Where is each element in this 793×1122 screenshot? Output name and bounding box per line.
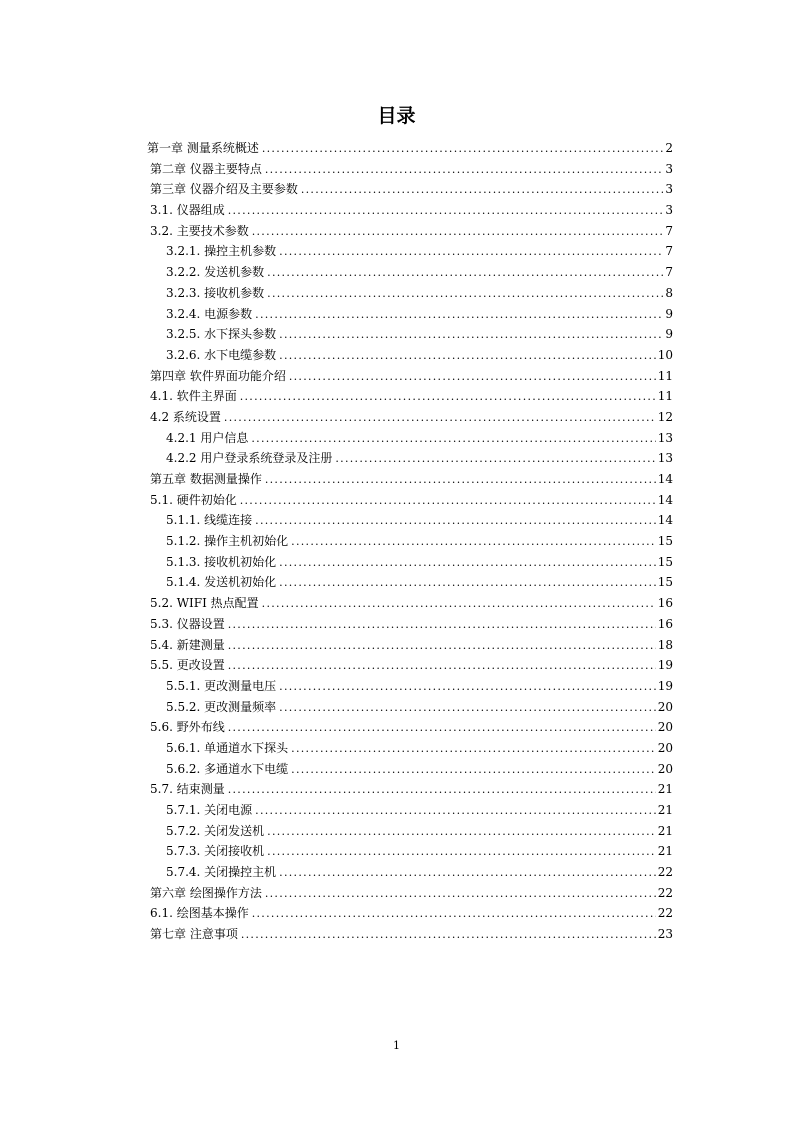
- toc-dot-leader: [289, 367, 656, 388]
- toc-entry-label: 5.1.2. 操作主机初始化: [166, 534, 289, 549]
- toc-entry[interactable]: [150, 924, 673, 945]
- toc-entry-page: 19: [657, 658, 673, 673]
- toc-entry[interactable]: [150, 697, 673, 718]
- toc-entry-label: 5.4. 新建测量: [150, 637, 225, 652]
- toc-entry-label: 第二章 仪器主要特点: [150, 161, 262, 176]
- toc-entry-page: 3: [665, 203, 673, 218]
- toc-entry-label: 3.2.1. 操控主机参数: [166, 244, 277, 259]
- toc-entry[interactable]: [150, 469, 673, 490]
- toc-entry[interactable]: [150, 510, 673, 531]
- toc-entry-label: 5.7.2. 关闭发送机: [166, 823, 265, 838]
- toc-entry-page: 16: [657, 596, 673, 611]
- toc-entry-page: 19: [657, 678, 673, 693]
- toc-entry[interactable]: [150, 572, 673, 593]
- toc-entry[interactable]: [150, 304, 673, 325]
- toc-entry[interactable]: [150, 717, 673, 738]
- toc-entry-page: 12: [657, 409, 673, 424]
- toc-entry-page: 11: [657, 368, 673, 383]
- toc-dot-leader: [267, 842, 656, 863]
- toc-entry-label: 4.2.2 用户登录系统登录及注册: [166, 451, 333, 466]
- toc-dot-leader: [267, 263, 663, 284]
- toc-entry-page: 15: [657, 534, 673, 549]
- toc-entry-label: 5.6. 野外布线: [150, 720, 225, 735]
- toc-dot-leader: [279, 325, 663, 346]
- toc-entry-label: 5.1.4. 发送机初始化: [166, 575, 277, 590]
- toc-entry-page: 14: [657, 492, 673, 507]
- toc-entry-page: 20: [657, 740, 673, 755]
- toc-entry-page: 14: [657, 513, 673, 528]
- toc-entry-label: 第七章 注意事项: [150, 927, 238, 942]
- toc-dot-leader: [228, 201, 663, 222]
- toc-entry-page: 21: [657, 823, 673, 838]
- toc-dot-leader: [291, 739, 656, 760]
- toc-entry-label: 4.2 系统设置: [150, 409, 221, 424]
- toc-dot-leader: [255, 801, 656, 822]
- toc-entry-page: 22: [657, 865, 673, 880]
- toc-entry[interactable]: [150, 862, 673, 883]
- toc-entry-page: 7: [665, 265, 673, 280]
- toc-entry-label: 5.6.1. 单通道水下探头: [166, 740, 289, 755]
- toc-entry[interactable]: [150, 655, 673, 676]
- toc-entry-label: 3.2.4. 电源参数: [166, 306, 253, 321]
- toc-entry[interactable]: [150, 179, 673, 200]
- toc-dot-leader: [279, 698, 656, 719]
- toc-entry[interactable]: [150, 159, 673, 180]
- toc-entry[interactable]: [150, 676, 673, 697]
- toc-entry[interactable]: [150, 779, 673, 800]
- toc-entry-label: 5.1.3. 接收机初始化: [166, 554, 277, 569]
- toc-entry-page: 21: [657, 803, 673, 817]
- toc-entry-page: 9: [665, 306, 673, 321]
- toc-entry[interactable]: [150, 262, 673, 283]
- page-title: 目录: [377, 105, 416, 127]
- toc-entry-page: 20: [657, 699, 673, 714]
- toc-entry-page: 20: [657, 761, 673, 776]
- toc-entry-label: 5.3. 仪器设置: [150, 616, 225, 631]
- toc-entry-label: 5.5.2. 更改测量频率: [166, 699, 277, 714]
- toc-dot-leader: [279, 573, 656, 594]
- toc-entry-page: 13: [657, 451, 673, 466]
- toc-dot-leader: [228, 780, 656, 801]
- toc-entry-page: 2: [665, 141, 673, 155]
- toc-entry-label: 3.2. 主要技术参数: [150, 223, 249, 238]
- toc-entry-label: 5.7. 结束测量: [150, 782, 225, 797]
- toc-dot-leader: [240, 387, 656, 408]
- toc-dot-leader: [252, 904, 656, 925]
- toc-entry-label: 3.2.2. 发送机参数: [166, 265, 265, 280]
- toc-entry[interactable]: [150, 366, 673, 387]
- toc-entry-page: 7: [665, 223, 673, 238]
- toc-entry-label: 第五章 数据测量操作: [150, 472, 262, 486]
- toc-entry-page: 21: [657, 782, 673, 797]
- toc-dot-leader: [279, 677, 656, 698]
- toc-dot-leader: [291, 532, 656, 553]
- toc-entry-page: 11: [657, 389, 673, 404]
- table-of-contents: [147, 138, 673, 945]
- toc-entry[interactable]: [150, 448, 673, 469]
- toc-dot-leader: [252, 222, 663, 243]
- toc-entry[interactable]: [150, 531, 673, 552]
- toc-entry-label: 5.7.4. 关闭操控主机: [166, 865, 277, 880]
- toc-dot-leader: [279, 553, 656, 574]
- toc-entry-label: 5.1. 硬件初始化: [150, 492, 237, 507]
- toc-entry[interactable]: [150, 407, 673, 428]
- toc-entry[interactable]: [150, 324, 673, 345]
- toc-entry[interactable]: [150, 635, 673, 656]
- toc-entry-page: 20: [657, 720, 673, 735]
- toc-dot-leader: [291, 760, 656, 781]
- toc-dot-leader: [262, 594, 656, 615]
- toc-entry[interactable]: [150, 200, 673, 221]
- toc-dot-leader: [251, 429, 655, 450]
- toc-dot-leader: [335, 449, 655, 470]
- toc-dot-leader: [265, 470, 656, 491]
- toc-entry[interactable]: [150, 241, 673, 262]
- toc-entry[interactable]: [150, 800, 673, 821]
- toc-dot-leader: [301, 180, 663, 201]
- toc-entry-label: 5.5.1. 更改测量电压: [166, 678, 277, 693]
- toc-entry-label: 3.2.3. 接收机参数: [166, 285, 265, 300]
- toc-entry-label: 6.1. 绘图基本操作: [150, 906, 249, 921]
- toc-dot-leader: [228, 718, 656, 739]
- toc-dot-leader: [240, 491, 656, 512]
- toc-entry[interactable]: [150, 738, 673, 759]
- toc-entry-label: 第四章 软件界面功能介绍: [150, 368, 286, 383]
- toc-entry-label: 5.5. 更改设置: [150, 658, 225, 673]
- toc-dot-leader: [265, 160, 663, 181]
- toc-entry-page: 3: [665, 182, 673, 197]
- toc-entry[interactable]: [150, 283, 673, 304]
- toc-entry[interactable]: [150, 903, 673, 924]
- toc-entry-page: 21: [657, 844, 673, 859]
- toc-entry-label: 3.1. 仪器组成: [150, 203, 225, 218]
- toc-dot-leader: [255, 511, 656, 532]
- toc-entry-page: 22: [657, 906, 673, 921]
- toc-entry-page: 9: [665, 327, 673, 342]
- toc-dot-leader: [265, 884, 656, 905]
- toc-entry-label: 第三章 仪器介绍及主要参数: [150, 182, 298, 197]
- toc-entry[interactable]: [150, 490, 673, 511]
- toc-entry-page: 15: [657, 575, 673, 590]
- toc-entry-page: 15: [657, 554, 673, 569]
- toc-dot-leader: [241, 925, 656, 946]
- toc-dot-leader: [279, 346, 656, 367]
- toc-entry-label: 第一章 测量系统概述: [147, 141, 259, 155]
- toc-entry-page: 23: [657, 927, 673, 942]
- toc-entry-label: 5.6.2. 多通道水下电缆: [166, 761, 289, 776]
- toc-dot-leader: [224, 408, 656, 429]
- toc-dot-leader: [228, 615, 656, 636]
- toc-entry-page: 13: [657, 430, 673, 445]
- toc-entry-page: 22: [657, 885, 673, 900]
- toc-entry-page: 8: [665, 285, 673, 300]
- toc-dot-leader: [228, 636, 656, 657]
- toc-entry-label: 4.1. 软件主界面: [150, 389, 237, 404]
- toc-entry[interactable]: [150, 345, 673, 366]
- toc-entry[interactable]: [150, 221, 673, 242]
- toc-entry-page: 14: [657, 472, 673, 486]
- toc-entry[interactable]: [150, 821, 673, 842]
- toc-entry[interactable]: [150, 883, 673, 904]
- toc-dot-leader: [279, 863, 656, 884]
- toc-dot-leader: [279, 242, 663, 263]
- toc-entry[interactable]: [150, 428, 673, 449]
- toc-entry[interactable]: [150, 841, 673, 862]
- toc-entry-page: 7: [665, 244, 673, 259]
- toc-entry[interactable]: [150, 552, 673, 573]
- toc-entry-label: 3.2.5. 水下探头参数: [166, 327, 277, 342]
- toc-entry[interactable]: [150, 759, 673, 780]
- toc-entry[interactable]: [150, 386, 673, 407]
- toc-entry-label: 3.2.6. 水下电缆参数: [166, 347, 277, 362]
- toc-entry-page: 16: [657, 616, 673, 631]
- toc-entry-label: 5.7.3. 关闭接收机: [166, 844, 265, 859]
- toc-entry-label: 5.7.1. 关闭电源: [166, 803, 253, 817]
- toc-entry-page: 10: [657, 347, 673, 362]
- toc-dot-leader: [267, 284, 663, 305]
- toc-entry-label: 5.1.1. 线缆连接: [166, 513, 253, 528]
- toc-entry-page: 3: [665, 161, 673, 176]
- toc-entry-page: 18: [657, 637, 673, 652]
- toc-dot-leader: [267, 822, 656, 843]
- page-number: 1: [393, 1039, 400, 1052]
- toc-dot-leader: [228, 656, 656, 677]
- toc-entry[interactable]: [147, 138, 673, 159]
- toc-dot-leader: [255, 305, 663, 326]
- toc-entry[interactable]: [150, 593, 673, 614]
- toc-dot-leader: [262, 139, 663, 160]
- toc-entry[interactable]: [150, 614, 673, 635]
- toc-entry-label: 5.2. WIFI 热点配置: [150, 596, 259, 611]
- toc-entry-label: 第六章 绘图操作方法: [150, 885, 262, 900]
- toc-entry-label: 4.2.1 用户信息: [166, 430, 249, 445]
